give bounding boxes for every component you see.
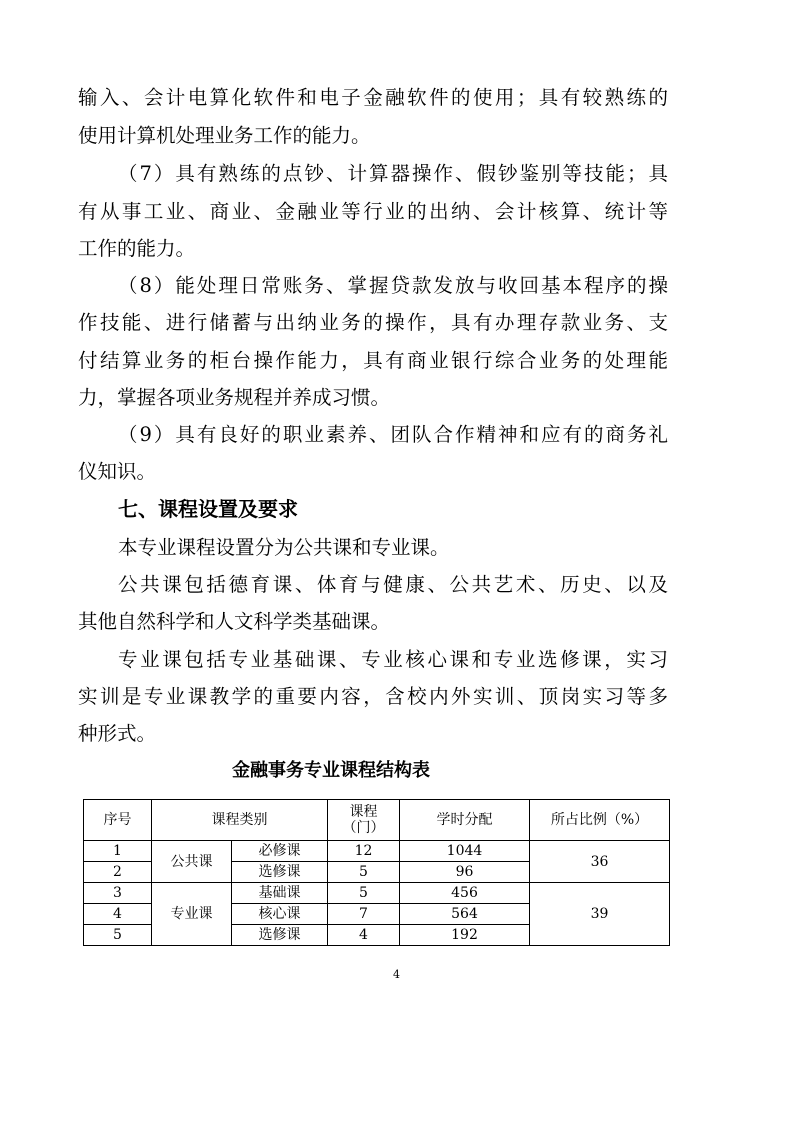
cell-type: 选修课 <box>232 925 328 946</box>
table-row <box>84 841 670 862</box>
table-row <box>84 883 670 904</box>
cell-type: 必修课 <box>232 841 328 862</box>
cell-courses: 5 <box>328 862 400 883</box>
cell-seq: 4 <box>84 904 152 925</box>
cell-group-name: 公共课 <box>152 841 232 883</box>
section-line: 其他自然科学和人文科学类基础课。 <box>78 610 391 633</box>
cell-type: 基础课 <box>232 883 328 904</box>
section-line: 专业课包括专业基础课、专业核心课和专业选修课，实习 <box>118 648 668 671</box>
cell-courses: 12 <box>328 841 400 862</box>
cell-hours: 456 <box>400 883 530 904</box>
table-header-row <box>84 800 670 841</box>
section-line: 种形式。 <box>78 722 157 745</box>
cell-type: 核心课 <box>232 904 328 925</box>
body-line: 仪知识。 <box>78 460 157 483</box>
cell-hours: 1044 <box>400 841 530 862</box>
section-line: 实训是专业课教学的重要内容，含校内外实训、顶岗实习等多 <box>78 685 668 708</box>
body-line: （8）能处理日常账务、掌握贷款发放与收回基本程序的操 <box>118 274 668 297</box>
header-courses <box>328 800 400 841</box>
cell-seq: 3 <box>84 883 152 904</box>
cell-seq: 2 <box>84 862 152 883</box>
body-line: （9）具有良好的职业素养、团队合作精神和应有的商务礼 <box>118 423 668 446</box>
header-hours: 学时分配 <box>400 800 530 841</box>
table-title: 金融事务专业课程结构表 <box>232 760 430 781</box>
header-courses-line2: （门） <box>342 820 385 836</box>
body-line: 有从事工业、商业、金融业等行业的出纳、会计核算、统计等 <box>78 200 668 223</box>
header-seq: 序号 <box>84 800 152 841</box>
cell-courses: 5 <box>328 883 400 904</box>
cell-seq: 5 <box>84 925 152 946</box>
header-category: 课程类别 <box>152 800 328 841</box>
cell-type: 选修课 <box>232 862 328 883</box>
course-structure-table <box>83 799 670 946</box>
section-heading: 七、课程设置及要求 <box>118 497 298 521</box>
cell-hours: 96 <box>400 862 530 883</box>
section-line: 本专业课程设置分为公共课和专业课。 <box>118 536 450 559</box>
cell-courses: 7 <box>328 904 400 925</box>
cell-ratio: 36 <box>530 841 670 883</box>
header-ratio: 所占比例（%） <box>530 800 670 841</box>
body-line: 使用计算机处理业务工作的能力。 <box>78 124 371 147</box>
body-line: （7）具有熟练的点钞、计算器操作、假钞鉴别等技能；具 <box>118 162 668 185</box>
cell-seq: 1 <box>84 841 152 862</box>
cell-hours: 564 <box>400 904 530 925</box>
body-line: 力，掌握各项业务规程并养成习惯。 <box>78 386 391 409</box>
page-number: 4 <box>393 968 400 981</box>
cell-hours: 192 <box>400 925 530 946</box>
body-line: 输入、会计电算化软件和电子金融软件的使用；具有较熟练的 <box>78 86 668 109</box>
body-line: 作技能、进行储蓄与出纳业务的操作，具有办理存款业务、支 <box>78 311 668 334</box>
cell-ratio: 39 <box>530 883 670 946</box>
header-courses-line1: 课程 <box>349 804 378 820</box>
body-line: 工作的能力。 <box>78 237 196 260</box>
cell-courses: 4 <box>328 925 400 946</box>
body-line: 付结算业务的柜台操作能力，具有商业银行综合业务的处理能 <box>78 349 668 372</box>
section-line: 公共课包括德育课、体育与健康、公共艺术、历史、以及 <box>118 573 668 596</box>
cell-group-name: 专业课 <box>152 883 232 946</box>
